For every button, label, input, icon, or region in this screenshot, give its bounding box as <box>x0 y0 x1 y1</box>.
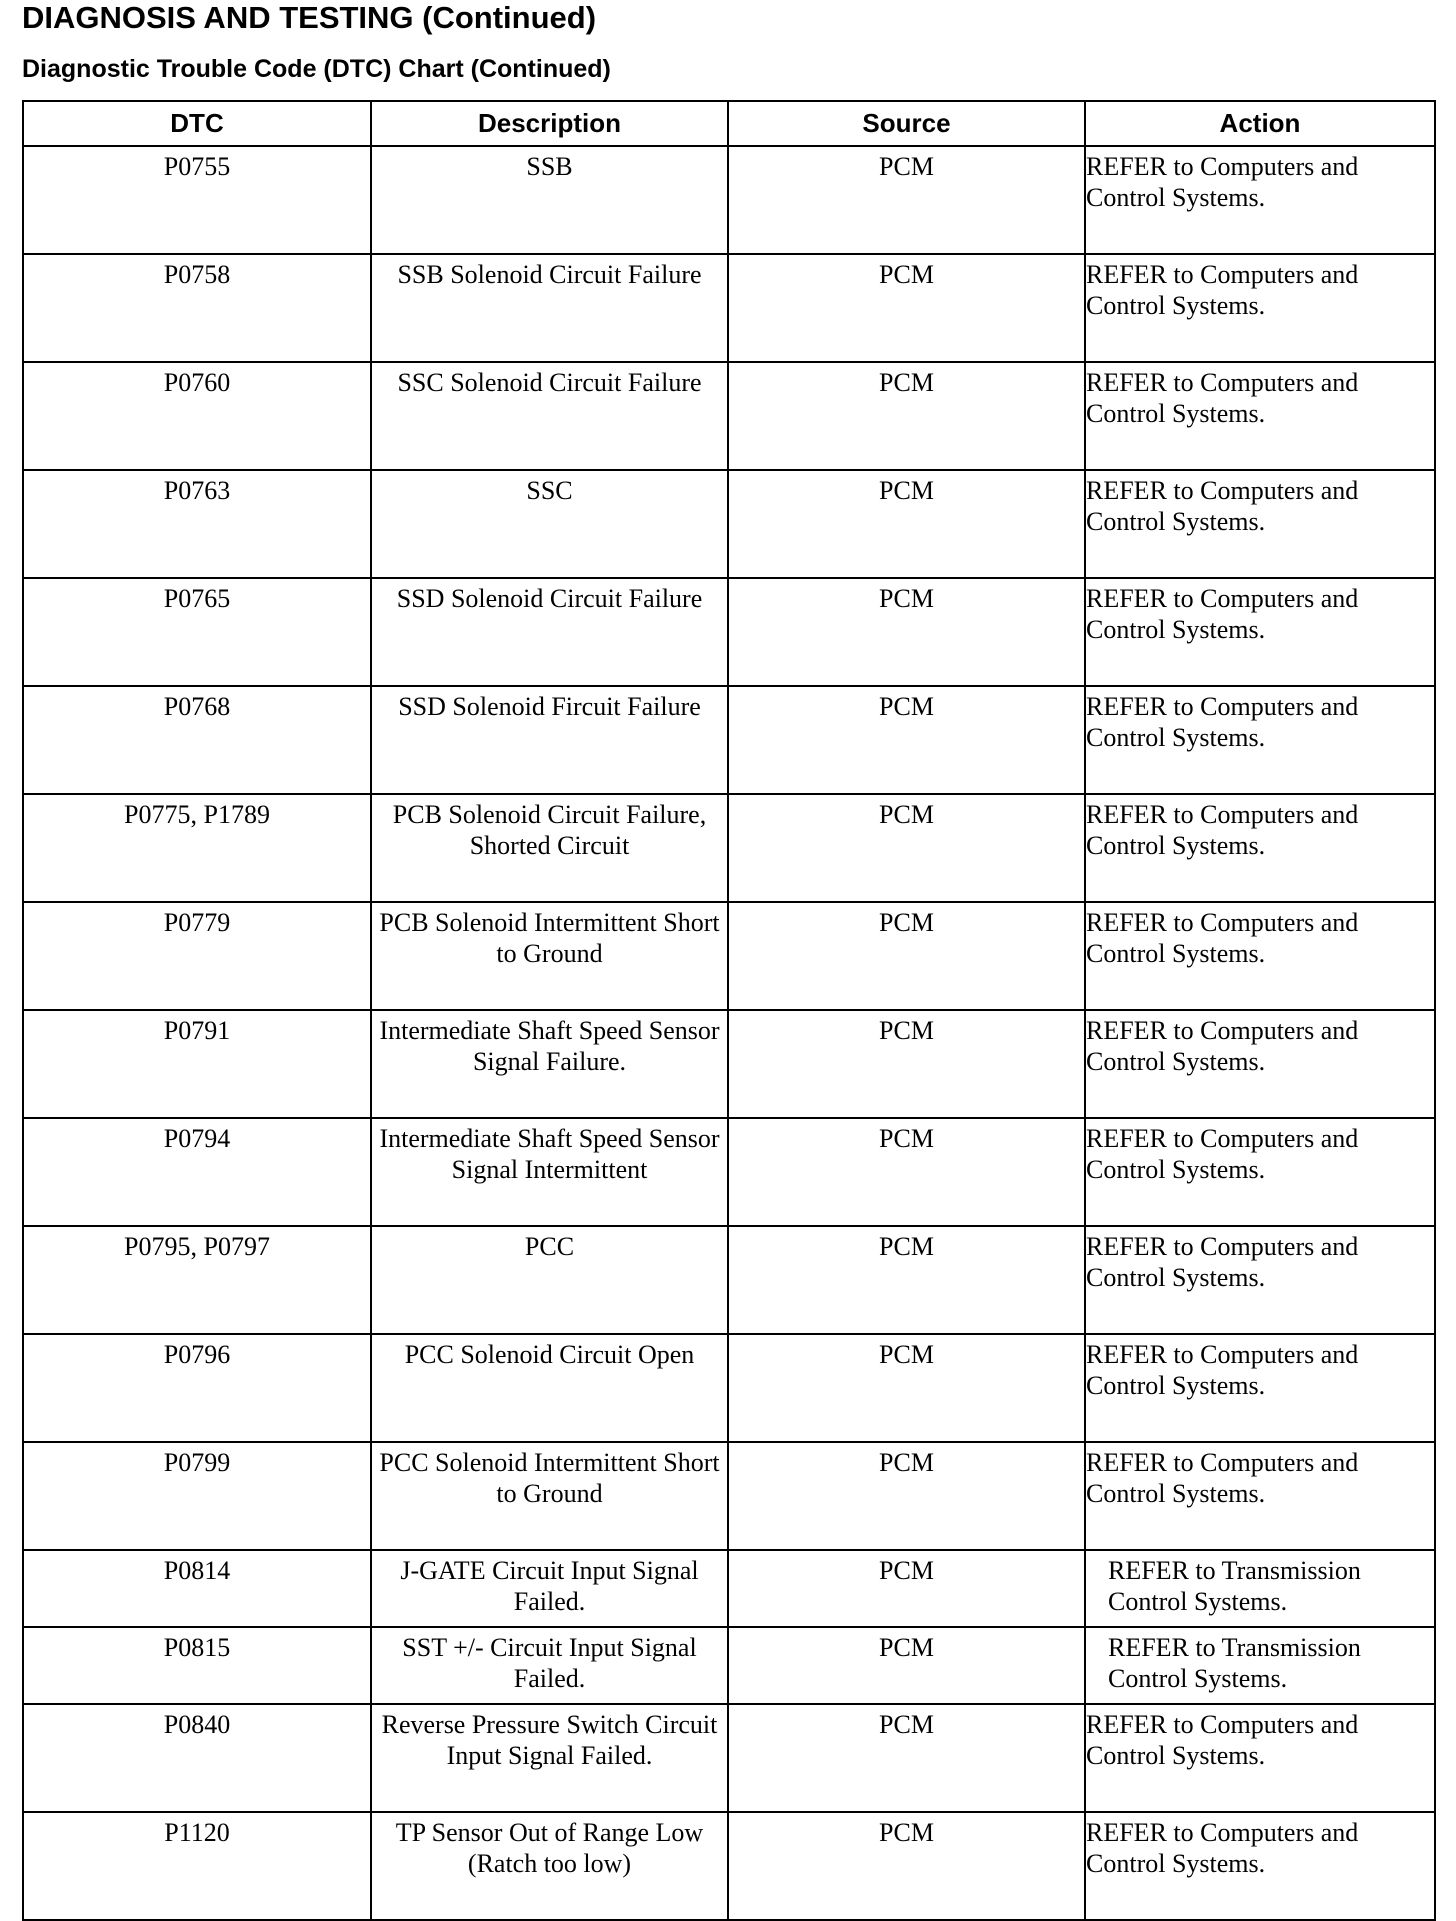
dtc-cell: P0765 <box>23 578 371 686</box>
description-cell: Reverse Pressure Switch Circuit Input Signal Failed. <box>371 1704 728 1812</box>
table-row <box>23 1550 1435 1627</box>
table-row <box>23 794 1435 902</box>
action-cell: REFER to Computers and Control Systems. <box>1085 1118 1435 1226</box>
action-cell: REFER to Computers and Control Systems. <box>1085 254 1435 362</box>
source-cell: PCM <box>728 1812 1085 1920</box>
table-row <box>23 1442 1435 1550</box>
action-cell: REFER to Computers and Control Systems. <box>1085 578 1435 686</box>
source-cell: PCM <box>728 1627 1085 1704</box>
source-cell: PCM <box>728 1704 1085 1812</box>
source-cell: PCM <box>728 146 1085 254</box>
dtc-cell: P0779 <box>23 902 371 1010</box>
action-cell: REFER to Transmission Control Systems. <box>1085 1550 1435 1627</box>
dtc-cell: P0791 <box>23 1010 371 1118</box>
dtc-cell: P0768 <box>23 686 371 794</box>
source-cell: PCM <box>728 794 1085 902</box>
dtc-cell: P0794 <box>23 1118 371 1226</box>
table-row <box>23 686 1435 794</box>
action-cell: REFER to Computers and Control Systems. <box>1085 146 1435 254</box>
table-row <box>23 1118 1435 1226</box>
description-cell: Intermediate Shaft Speed Sensor Signal Failure. <box>371 1010 728 1118</box>
dtc-cell: P0760 <box>23 362 371 470</box>
column-header-action: Action <box>1085 101 1435 146</box>
source-cell: PCM <box>728 254 1085 362</box>
source-cell: PCM <box>728 1010 1085 1118</box>
dtc-cell: P0763 <box>23 470 371 578</box>
page-title: DIAGNOSIS AND TESTING (Continued) <box>22 0 597 35</box>
action-cell: REFER to Computers and Control Systems. <box>1085 1704 1435 1812</box>
column-header-source: Source <box>728 101 1085 146</box>
action-cell: REFER to Computers and Control Systems. <box>1085 686 1435 794</box>
action-cell: REFER to Computers and Control Systems. <box>1085 1812 1435 1920</box>
dtc-cell: P0758 <box>23 254 371 362</box>
source-cell: PCM <box>728 902 1085 1010</box>
dtc-cell: P0799 <box>23 1442 371 1550</box>
source-cell: PCM <box>728 470 1085 578</box>
action-cell: REFER to Transmission Control Systems. <box>1085 1627 1435 1704</box>
description-cell: PCC Solenoid Circuit Open <box>371 1334 728 1442</box>
source-cell: PCM <box>728 1550 1085 1627</box>
description-cell: PCB Solenoid Intermittent Short to Ground <box>371 902 728 1010</box>
table-row <box>23 146 1435 254</box>
action-cell: REFER to Computers and Control Systems. <box>1085 1334 1435 1442</box>
source-cell: PCM <box>728 1226 1085 1334</box>
table-row <box>23 1010 1435 1118</box>
description-cell: TP Sensor Out of Range Low (Ratch too low) <box>371 1812 728 1920</box>
description-cell: SSD Solenoid Fircuit Failure <box>371 686 728 794</box>
source-cell: PCM <box>728 1442 1085 1550</box>
description-cell: J-GATE Circuit Input Signal Failed. <box>371 1550 728 1627</box>
description-cell: SSD Solenoid Circuit Failure <box>371 578 728 686</box>
action-cell: REFER to Computers and Control Systems. <box>1085 362 1435 470</box>
source-cell: PCM <box>728 1118 1085 1226</box>
dtc-cell: P0795, P0797 <box>23 1226 371 1334</box>
table-row <box>23 1226 1435 1334</box>
source-cell: PCM <box>728 362 1085 470</box>
column-header-description: Description <box>371 101 728 146</box>
table-row <box>23 470 1435 578</box>
source-cell: PCM <box>728 578 1085 686</box>
description-cell: PCB Solenoid Circuit Failure, Shorted Circuit <box>371 794 728 902</box>
column-header-dtc: DTC <box>23 101 371 146</box>
table-row <box>23 1627 1435 1704</box>
dtc-table <box>22 100 1436 1921</box>
dtc-cell: P0775, P1789 <box>23 794 371 902</box>
dtc-cell: P0814 <box>23 1550 371 1627</box>
source-cell: PCM <box>728 686 1085 794</box>
description-cell: SSC Solenoid Circuit Failure <box>371 362 728 470</box>
description-cell: SST +/- Circuit Input Signal Failed. <box>371 1627 728 1704</box>
description-cell: PCC Solenoid Intermittent Short to Ground <box>371 1442 728 1550</box>
description-cell: SSB <box>371 146 728 254</box>
dtc-cell: P0755 <box>23 146 371 254</box>
table-title: Diagnostic Trouble Code (DTC) Chart (Continued) <box>22 55 611 83</box>
source-cell: PCM <box>728 1334 1085 1442</box>
dtc-cell: P1120 <box>23 1812 371 1920</box>
description-cell: SSC <box>371 470 728 578</box>
action-cell: REFER to Computers and Control Systems. <box>1085 470 1435 578</box>
description-cell: Intermediate Shaft Speed Sensor Signal Intermittent <box>371 1118 728 1226</box>
table-row <box>23 254 1435 362</box>
dtc-cell: P0796 <box>23 1334 371 1442</box>
dtc-cell: P0840 <box>23 1704 371 1812</box>
action-cell: REFER to Computers and Control Systems. <box>1085 1226 1435 1334</box>
table-row <box>23 902 1435 1010</box>
table-row <box>23 578 1435 686</box>
dtc-cell: P0815 <box>23 1627 371 1704</box>
action-cell: REFER to Computers and Control Systems. <box>1085 1010 1435 1118</box>
action-cell: REFER to Computers and Control Systems. <box>1085 1442 1435 1550</box>
table-row <box>23 1704 1435 1812</box>
table-header-row <box>23 101 1435 146</box>
action-cell: REFER to Computers and Control Systems. <box>1085 794 1435 902</box>
action-cell: REFER to Computers and Control Systems. <box>1085 902 1435 1010</box>
description-cell: SSB Solenoid Circuit Failure <box>371 254 728 362</box>
description-cell: PCC <box>371 1226 728 1334</box>
table-row <box>23 1334 1435 1442</box>
table-row <box>23 362 1435 470</box>
